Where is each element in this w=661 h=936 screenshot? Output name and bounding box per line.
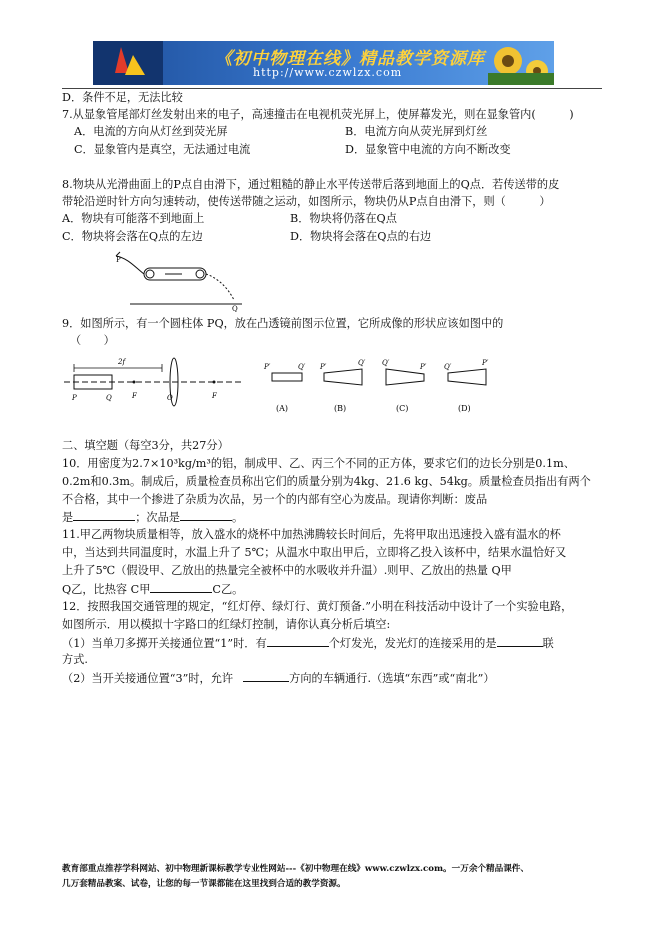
- q8-fig-label-p: P: [116, 256, 121, 264]
- q11-line3: 上升了5℃（假设甲、乙放出的热量完全被杯中的水吸收并升温）.则甲、乙放出的热量 Q甲: [62, 564, 512, 577]
- banner-url: http://www.czwlzx.com: [253, 66, 403, 79]
- q6-option-d: D．条件不足，无法比较: [62, 91, 183, 104]
- q7-option-a: A．电流的方向从灯丝到荧光屏: [74, 125, 228, 138]
- q9-option-c: [382, 359, 427, 413]
- q9-option-b-label: (B): [334, 404, 347, 413]
- q10-line2: 0.2m和0.3m。制成后，质量检查员称出它们的质量分别为4kg、21.6 kg、54kg。质量检查员指出有两个: [62, 475, 591, 488]
- q9-option-b-left: P′: [320, 363, 327, 371]
- q12-direction-blank[interactable]: [243, 670, 289, 682]
- footer-line2: 几万套精品教案、试卷，让您的每一节课都能在这里找到合适的教学资源。: [62, 879, 346, 889]
- q10-line1: 10．用密度为2.7×10³kg/m³的铝，制成甲、乙、丙三个不同的正方体，要求它们的边长分别是0.1m、: [62, 457, 575, 470]
- q11-end: C乙。: [212, 583, 244, 596]
- header-banner: [93, 41, 554, 85]
- q8-conveyor-figure: [110, 248, 250, 312]
- q8-option-b: B．物块将仍落在Q点: [290, 212, 397, 225]
- q9-option-a: [263, 363, 306, 413]
- q12-sub1: [62, 635, 554, 651]
- q9-paren: （ ）: [70, 334, 115, 347]
- q9-option-c-left: Q′: [382, 359, 390, 367]
- q12-sub1-end: 联: [542, 637, 554, 650]
- q9-stem: 9．如图所示，有一个圆柱体 PQ，放在凸透镜前图示位置，它所成像的形状应该如图中的: [62, 317, 504, 330]
- q9-fig-label-o: O: [167, 394, 173, 402]
- q11-specific-heat-blank[interactable]: [150, 581, 212, 593]
- q9-fig-label-q: Q: [106, 394, 112, 402]
- q11-heat-label: Q乙，比热容 C甲: [62, 583, 151, 596]
- q11-line2: 中，当达到共同温度时，水温上升了 5℃；从温水中取出甲后，立即将乙投入该杯中，结果水温恰好又: [62, 546, 567, 559]
- q9-fig-label-f2: F: [212, 392, 217, 400]
- q9-option-d-left: Q′: [444, 363, 452, 371]
- q12-sub1-cont: 方式.: [62, 653, 88, 666]
- q12-sub1-mid: 个灯发光，发光灯的连接采用的是: [328, 637, 497, 650]
- q9-fig-label-f1: F: [132, 392, 137, 400]
- q8-stem-line2: 带轮沿逆时针方向匀速转动，使传送带随之运动，如图所示，物块仍从P点自由滑下，则（ ）: [62, 195, 551, 208]
- q9-option-b: [319, 359, 366, 413]
- q9-fig-label-2f: 2f: [118, 358, 126, 366]
- q11-line4: [62, 581, 243, 597]
- q12-sub2-end: 方向的车辆通行.（选填“东西”或“南北”）: [289, 672, 495, 685]
- q9-option-d: [444, 359, 489, 413]
- q9-lens-figure: [62, 350, 247, 410]
- q9-fig-label-p: P: [72, 394, 77, 402]
- q12-sub1-label: （1）当单刀多掷开关接通位置“1”时．有: [62, 637, 267, 650]
- q9-option-c-label: (C): [396, 404, 409, 413]
- q12-lamp-count-blank[interactable]: [267, 635, 329, 647]
- q10-line3: 不合格，其中一个掺进了杂质为次品，另一个的内部有空心为废品。现请你判断：废品: [62, 493, 488, 506]
- section-fill-in-title: 二、填空题（每空3分，共27分）: [62, 439, 229, 452]
- q9-option-c-right: P′: [420, 363, 427, 371]
- q9-option-d-label: (D): [458, 404, 471, 413]
- q11-line1: 11.甲乙两物块质量相等，放入盛水的烧杯中加热沸腾较长时间后，先将甲取出迅速投入盛有温水的杯: [62, 528, 561, 541]
- q10-waste-blank[interactable]: [73, 509, 135, 521]
- header-rule: [62, 88, 602, 89]
- q10-line4: [62, 509, 243, 525]
- q10-defect-label: ；次品是: [135, 511, 180, 524]
- q7-option-d: D．显象管中电流的方向不断改变: [345, 143, 511, 156]
- q10-waste-label: 是: [62, 511, 74, 524]
- q8-fig-label-q: Q: [232, 305, 238, 312]
- banner-title: 《初中物理在线》精品教学资源库: [215, 49, 485, 69]
- q12-connection-blank[interactable]: [497, 635, 543, 647]
- footer-line1: 教育部重点推荐学科网站、初中物理新课标教学专业性网站---《初中物理在线》www.czwlzx.com。一万余个精品课件、: [62, 864, 529, 874]
- q12-line1: 12．按照我国交通管理的规定，“红灯停、绿灯行、黄灯预备.”小明在科技活动中设计了一个实验电路，: [62, 600, 573, 613]
- q7-stem: 7.从显象管尾部灯丝发射出来的电子，高速撞击在电视机荧光屏上，使屏幕发光，则在显象管内( ): [62, 108, 574, 121]
- q8-option-a: A．物块有可能落不到地面上: [62, 212, 205, 225]
- q7-option-c: C．显象管内是真空，无法通过电流: [74, 143, 251, 156]
- q9-option-d-right: P′: [482, 359, 489, 367]
- q12-line2: 如图所示．用以模拟十字路口的红绿灯控制，请你认真分析后填空:: [62, 618, 391, 631]
- q8-option-c: C．物块将会落在Q点的左边: [62, 230, 203, 243]
- q9-options-figure: [262, 355, 502, 417]
- q9-option-b-right: Q′: [358, 359, 366, 367]
- q8-option-d: D．物块将会落在Q点的右边: [290, 230, 432, 243]
- q12-sub2: [62, 670, 495, 686]
- q10-defect-blank[interactable]: [180, 509, 232, 521]
- q8-stem-line1: 8.物块从光滑曲面上的P点自由滑下，通过粗糙的静止水平传送带后落到地面上的Q点．若传送带的皮: [62, 178, 560, 191]
- q10-end: 。: [231, 511, 244, 524]
- q9-option-a-right: Q′: [298, 363, 306, 371]
- q9-option-a-left: P′: [264, 363, 271, 371]
- q9-option-a-label: (A): [276, 404, 289, 413]
- q12-sub2-label: （2）当开关接通位置“3”时，允许: [62, 672, 234, 685]
- q7-option-b: B．电流方向从荧光屏到灯丝: [345, 125, 488, 138]
